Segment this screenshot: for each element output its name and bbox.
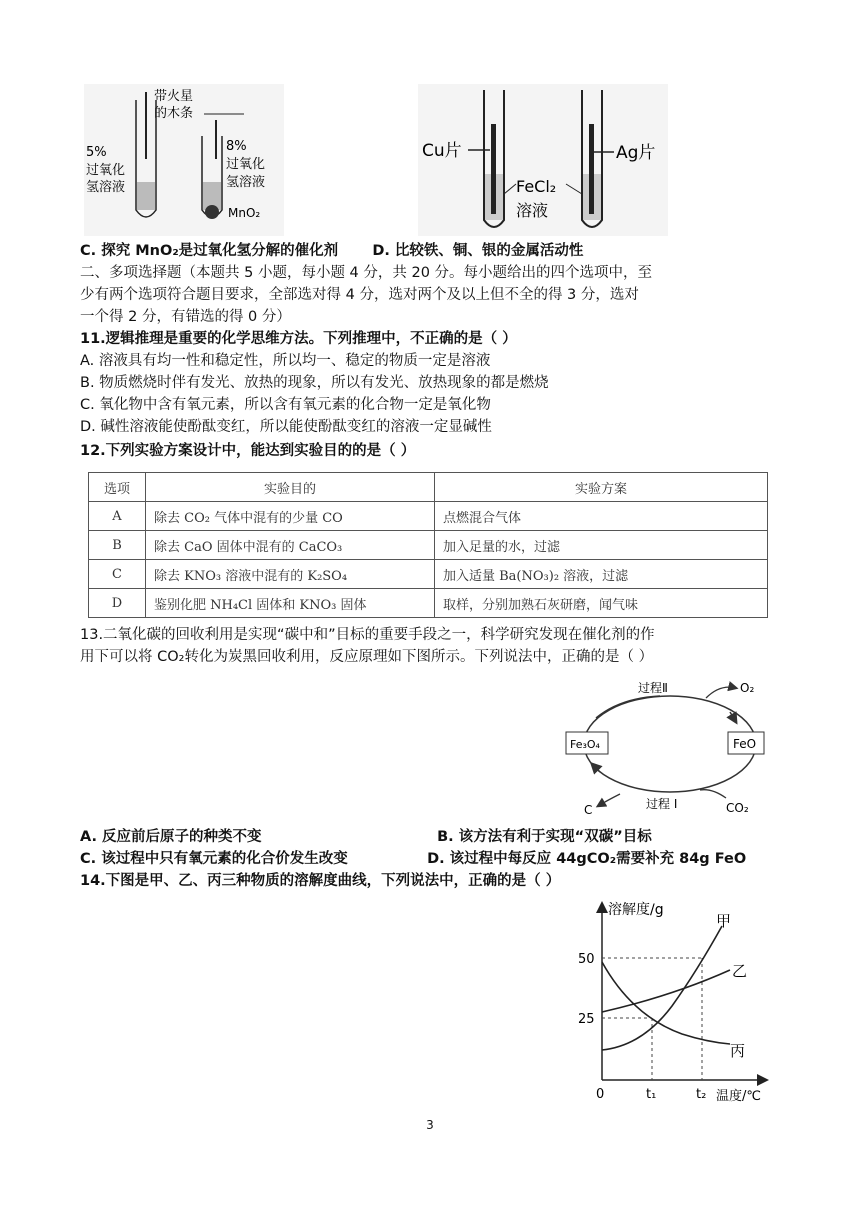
- q13-option-a[interactable]: A. 反应前后原子的种类不变: [80, 829, 262, 845]
- q12-table: [88, 472, 768, 618]
- y25-label: 25: [578, 1012, 595, 1027]
- jia-label: 甲: [716, 912, 732, 930]
- process1-label: 过程 I: [646, 797, 678, 811]
- q13-option-c[interactable]: C. 该过程中只有氧元素的化合价发生改变: [80, 851, 348, 867]
- table-row[interactable]: [89, 531, 768, 560]
- row-option: A: [89, 502, 146, 531]
- process2-label: 过程Ⅱ: [638, 681, 668, 695]
- q13-options-row-1: [80, 826, 780, 848]
- q10-option-c[interactable]: C. 探究 MnO₂是过氧化氢分解的催化剂: [80, 243, 339, 259]
- row-plan: 点燃混合气体: [435, 502, 768, 531]
- section2-line-2: 少有两个选项符合题目要求，全部选对得 4 分，选对两个及以上但不全的得 3 分，选对: [80, 287, 639, 303]
- left-h2o2-label-2: 氢溶液: [86, 180, 126, 195]
- right-concentration: 8%: [226, 139, 247, 154]
- origin-label: 0: [596, 1087, 605, 1102]
- row-purpose: 除去 CO₂ 气体中混有的少量 CO: [146, 502, 435, 531]
- ag-label: Ag片: [616, 143, 656, 163]
- fecl2-label: FeCl₂: [516, 177, 557, 196]
- row-option: D: [89, 589, 146, 618]
- col-option-header: 选项: [89, 473, 146, 502]
- q13-options-row-2: [80, 848, 780, 870]
- q13-option-b[interactable]: B. 该方法有利于实现“双碳”目标: [437, 829, 652, 845]
- t1-label: t₁: [646, 1087, 657, 1102]
- row-plan: 取样，分别加熟石灰研磨，闻气味: [435, 589, 768, 618]
- curve-bing: [602, 962, 730, 1044]
- xlabel: 温度/℃: [716, 1089, 761, 1104]
- table-row[interactable]: [89, 502, 768, 531]
- q10-options: [80, 240, 780, 262]
- q14-stem: 14.下图是甲、乙、丙三种物质的溶解度曲线，下列说法中，正确的是（ ）: [80, 873, 561, 889]
- left-concentration: 5%: [86, 145, 107, 160]
- table-header-row: [89, 473, 768, 502]
- q11-option-c[interactable]: C. 氧化物中含有氧元素，所以含有氧元素的化合物一定是氧化物: [80, 397, 491, 413]
- q13-stem-1: 13.二氧化碳的回收利用是实现“碳中和”目标的重要手段之一，科学研究发现在催化剂的作: [80, 627, 655, 643]
- section2-line-3: 一个得 2 分，有错选的得 0 分）: [80, 309, 291, 325]
- right-h2o2-label-1: 过氧化: [226, 157, 266, 172]
- row-purpose: 除去 KNO₃ 溶液中混有的 K₂SO₄: [146, 560, 435, 589]
- t2-label: t₂: [696, 1087, 707, 1102]
- q11-option-b[interactable]: B. 物质燃烧时伴有发光、放热的现象，所以有发光、放热现象的都是燃烧: [80, 375, 549, 391]
- fe3o4-label: Fe₃O₄: [570, 738, 600, 751]
- yi-label: 乙: [732, 962, 748, 980]
- q14-solubility-graph: [572, 896, 772, 1106]
- q10-option-d[interactable]: D. 比较铁、铜、银的金属活动性: [372, 243, 584, 259]
- cu-label: Cu片: [422, 141, 462, 161]
- feo-label: FeO: [733, 737, 757, 751]
- page-number: 3: [426, 1118, 434, 1132]
- metal-activity-figure: [418, 84, 668, 236]
- row-option: B: [89, 531, 146, 560]
- co2-label: CO₂: [726, 801, 749, 815]
- col-purpose-header: 实验目的: [146, 473, 435, 502]
- q11-stem: 11.逻辑推理是重要的化学思维方法。下列推理中，不正确的是（ ）: [80, 331, 517, 347]
- splint-label-1: 带火星: [154, 89, 194, 104]
- o2-label: O₂: [740, 681, 755, 695]
- c-label: C: [584, 803, 593, 817]
- q13-stem-2: 用下可以将 CO₂转化为炭黑回收利用，反应原理如下图所示。下列说法中，正确的是（ ）: [80, 649, 654, 665]
- q13-option-d[interactable]: D. 该过程中每反应 44gCO₂需要补充 84g FeO: [427, 851, 747, 867]
- mno2-label: MnO₂: [228, 206, 261, 220]
- solution-label: 溶液: [516, 201, 549, 220]
- table-row[interactable]: [89, 560, 768, 589]
- row-option: C: [89, 560, 146, 589]
- section2-line-1: 二、多项选择题（本题共 5 小题，每小题 4 分，共 20 分。每小题给出的四个选项中，至: [80, 265, 653, 281]
- row-purpose: 除去 CaO 固体中混有的 CaCO₃: [146, 531, 435, 560]
- bing-label: 丙: [730, 1042, 746, 1060]
- q11-option-a[interactable]: A. 溶液具有均一性和稳定性，所以均一、稳定的物质一定是溶液: [80, 353, 491, 369]
- y50-label: 50: [578, 952, 595, 967]
- splint-label-2: 的木条: [154, 106, 194, 121]
- row-purpose: 鉴别化肥 NH₄Cl 固体和 KNO₃ 固体: [146, 589, 435, 618]
- ylabel: 溶解度/g: [608, 902, 664, 918]
- q12-stem: 12.下列实验方案设计中，能达到实验目的的是（ ）: [80, 443, 416, 459]
- q13-cycle-diagram: [560, 672, 780, 822]
- right-h2o2-label-2: 氢溶液: [226, 175, 266, 190]
- left-h2o2-label-1: 过氧化: [86, 163, 126, 178]
- q11-option-d[interactable]: D. 碱性溶液能使酚酞变红，所以能使酚酞变红的溶液一定显碱性: [80, 419, 492, 435]
- col-plan-header: 实验方案: [435, 473, 768, 502]
- row-plan: 加入适量 Ba(NO₃)₂ 溶液，过滤: [435, 560, 768, 589]
- h2o2-catalyst-figure: [84, 84, 284, 236]
- row-plan: 加入足量的水，过滤: [435, 531, 768, 560]
- table-row[interactable]: [89, 589, 768, 618]
